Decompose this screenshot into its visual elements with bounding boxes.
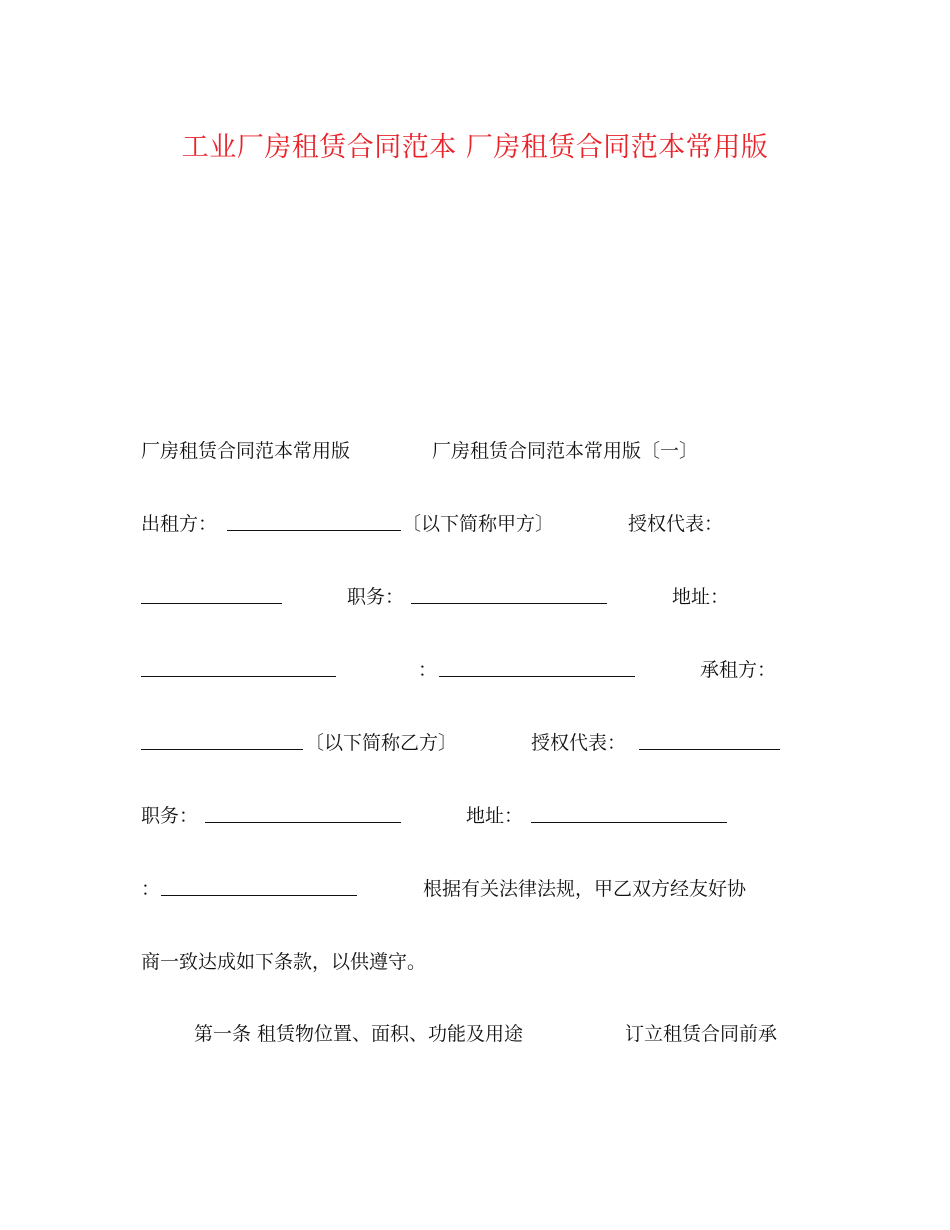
- lessor-abbreviation: 〔以下简称甲方〕: [402, 513, 555, 535]
- preamble-text-1: 根据有关法律法规，甲乙双方经友好协: [423, 878, 747, 900]
- lessee-position-blank: [205, 801, 401, 832]
- lessee-label: 承租方：: [700, 659, 777, 681]
- lessee-position-label: 职务：: [141, 805, 199, 827]
- lessor-rep-blank: [141, 582, 282, 613]
- article-1-heading: 第一条 租赁物位置、面积、功能及用途: [194, 1023, 524, 1045]
- lessee-extra-colon: ：: [141, 878, 161, 900]
- lessor-name-blank: [227, 509, 401, 540]
- lessor-extra-blank: [439, 655, 635, 686]
- lessee-name-blank: [141, 728, 303, 759]
- lessee-rep-label: 授权代表：: [531, 732, 627, 754]
- lessor-position-blank: [411, 582, 607, 613]
- lessee-extra-blank: [161, 874, 357, 905]
- lessee-address-blank: [531, 801, 727, 832]
- lessor-label: 出租方：: [141, 513, 218, 535]
- lessor-extra-colon: ：: [418, 659, 438, 681]
- lessor-rep-label: 授权代表：: [628, 513, 724, 535]
- lessee-rep-blank: [639, 728, 780, 759]
- document-title: 工业厂房租赁合同范本 厂房租赁合同范本常用版: [181, 132, 769, 163]
- lessor-address-blank: [141, 655, 336, 686]
- article-1-text: 订立租赁合同前承: [625, 1023, 778, 1045]
- heading-line-1: 厂房租赁合同范本常用版: [141, 440, 351, 462]
- lessee-address-label: 地址：: [466, 805, 524, 827]
- lessee-abbreviation: 〔以下简称乙方〕: [305, 732, 458, 754]
- preamble-text-2: 商一致达成如下条款，以供遵守。: [141, 951, 427, 973]
- lessor-address-label: 地址：: [672, 586, 730, 608]
- lessor-position-label: 职务：: [347, 586, 405, 608]
- heading-line-1-part-2: 厂房租赁合同范本常用版〔一〕: [432, 440, 699, 462]
